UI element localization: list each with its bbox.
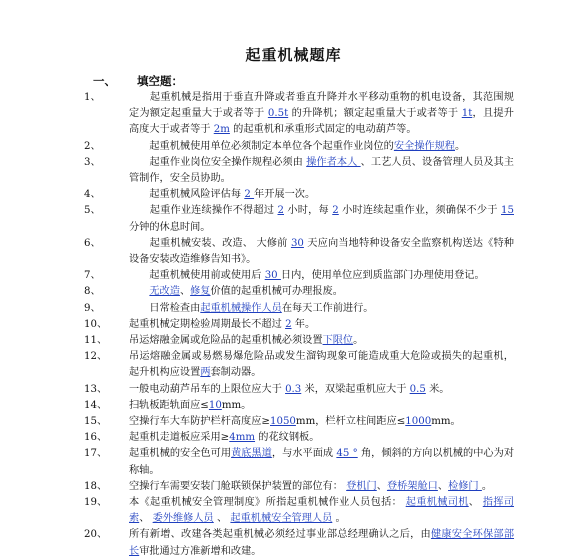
question-text-segment: 起重机械风险评估每: [129, 189, 245, 201]
question-number: 4、: [84, 189, 101, 201]
question-item: [84, 90, 514, 139]
question-text-segment: 起重机械使用前或使用后: [129, 270, 265, 282]
question-text-segment: 起重机械定期检验周期最长不超过: [129, 318, 286, 330]
question-text-segment: 年。: [291, 318, 316, 330]
answer-blank: 1050: [269, 416, 296, 428]
question-number: 2、: [84, 140, 101, 152]
question-text-segment: 分钟的休息时间。: [129, 221, 211, 233]
question-item: [84, 479, 514, 495]
question-text: [129, 90, 514, 139]
question-text-segment: 、工艺人员、设备管理人员及其主管制作，安全员协助。: [129, 156, 514, 185]
question-text-segment: 。: [332, 513, 346, 525]
question-text-segment: 本《起重机械安全管理制度》所指起重机械作业人员包括：: [129, 497, 406, 509]
answer-blank: 两: [200, 367, 211, 379]
question-number: 11、: [84, 335, 108, 347]
question-text: [129, 268, 514, 284]
question-text-segment: 、: [437, 480, 449, 492]
answer-blank: 操作者本人: [306, 156, 361, 168]
answer-blank: 2: [332, 205, 339, 217]
question-text-segment: 吊运熔融金属或易燃易爆危险品或发生溜钩现象可能造成重大危险或损失的起重机，起升机构应设置: [129, 351, 514, 379]
answer-blank: 检修门: [448, 480, 482, 492]
question-number: 16、: [84, 432, 108, 444]
question-item: [84, 430, 514, 446]
answer-blank: 30: [264, 270, 281, 282]
question-text-segment: 小时，每: [283, 205, 333, 217]
question-number: 15、: [84, 416, 108, 428]
answer-blank: 2m: [213, 124, 230, 136]
question-text-segment: 的花纹钢板。: [255, 432, 320, 444]
question-text-segment: 。: [455, 140, 466, 152]
question-text: [129, 349, 514, 381]
question-text: [129, 479, 514, 495]
question-text-segment: 角，倾斜的方向以机械的中心为对称轴。: [129, 448, 515, 476]
answer-blank: 安全操作规程: [393, 140, 455, 152]
answer-blank: 1t: [461, 108, 473, 120]
question-text-segment: 一般电动葫芦吊车的上限位应大于: [129, 383, 286, 395]
question-text: [129, 284, 514, 300]
answer-blank: 10: [208, 399, 222, 411]
question-text-segment: 米，双梁起重机应大于: [301, 383, 410, 395]
answer-blank: 无改造: [149, 286, 180, 298]
question-text-segment: 、: [139, 513, 153, 525]
question-number: 9、: [84, 302, 101, 314]
question-text-segment: 吊运熔融金属或危险品的起重机械必须设置: [129, 335, 323, 347]
question-item: [84, 349, 514, 381]
question-text: [129, 301, 514, 317]
answer-blank: 2: [285, 318, 292, 330]
answer-blank: 45 °: [336, 448, 358, 460]
question-item: [84, 139, 514, 155]
question-text-segment: 价值的起重机械可办理报废。: [210, 286, 343, 298]
question-text-segment: 起重作业岗位安全操作规程必须由: [129, 156, 307, 168]
question-text-segment: 起重作业连续操作不得超过: [129, 205, 278, 217]
question-text-segment: 日常检查由: [129, 302, 201, 314]
question-number: 7、: [84, 270, 101, 282]
question-text-segment: 。: [353, 335, 364, 347]
question-text-segment: 扫轨板距轨面应≤: [129, 399, 209, 411]
section-heading: [93, 73, 183, 89]
question-item: [84, 527, 514, 559]
question-item: [84, 236, 514, 268]
question-number: 13、: [84, 383, 108, 395]
question-text-segment: ，与水平面成: [271, 448, 337, 460]
answer-blank: 修复: [190, 286, 211, 298]
answer-blank: 30: [290, 237, 304, 249]
question-number: 18、: [84, 480, 108, 492]
question-list: [84, 90, 514, 560]
question-text-segment: 天应向当地特种设备安全监察机构送达《特种设备安装改造维修告知书》。: [129, 237, 514, 266]
question-text: [129, 382, 514, 398]
question-item: [84, 187, 514, 203]
question-item: [84, 446, 514, 478]
question-text-segment: mm。: [431, 416, 461, 428]
question-text: [129, 203, 514, 235]
question-text-segment: mm。: [221, 399, 252, 411]
question-text-segment: 空操行车大车防护栏杆高度应≥: [129, 416, 270, 428]
section-label: 填空题：: [137, 74, 184, 88]
question-text-segment: 的起重机和承重形式固定的电动葫芦等。: [229, 124, 417, 136]
question-text: [129, 527, 514, 559]
question-item: [84, 333, 514, 349]
question-number: 20、: [84, 529, 108, 541]
question-text-segment: 起重机走道板应采用≥: [129, 432, 230, 444]
answer-blank: 1000: [405, 416, 432, 428]
question-text-segment: 空操行车需要安装门舱联锁保护装置的部位有：: [129, 480, 347, 492]
question-text-segment: 套制动器。: [210, 367, 262, 379]
answer-blank: 指挥司索: [129, 497, 514, 525]
answer-blank: 0.5: [409, 383, 426, 395]
question-item: [84, 268, 514, 284]
question-item: [84, 317, 514, 333]
question-number: 14、: [84, 399, 108, 411]
section-number: 一、: [93, 74, 116, 88]
question-text-segment: 、: [468, 497, 483, 509]
question-number: 1、: [84, 92, 101, 103]
question-text: [129, 187, 514, 203]
question-number: 10、: [84, 318, 108, 330]
question-text: [129, 495, 514, 527]
question-item: [84, 414, 514, 430]
question-text: [129, 333, 514, 349]
question-item: [84, 155, 514, 187]
answer-blank: 下限位: [322, 335, 354, 347]
question-text-segment: 、: [376, 480, 387, 492]
question-text: [129, 430, 514, 446]
question-text-segment: 小时连续起重作业，须确保不少于: [338, 205, 502, 217]
question-text: [129, 398, 514, 414]
question-text-segment: 的升降机；额定起重量大于或者等于: [288, 108, 462, 120]
question-text-segment: 审批通过方准新增和改建。: [139, 545, 262, 557]
answer-blank: 起重机械操作人员: [200, 302, 282, 314]
answer-blank: 2: [277, 205, 284, 217]
question-text-segment: 所有新增、改建各类起重机械必须经过事业部总经理确认之后，由: [129, 529, 431, 541]
question-item: [84, 284, 514, 300]
question-text-segment: [129, 286, 149, 297]
document-title: 起重机械题库: [245, 46, 342, 64]
question-text-segment: 、: [179, 286, 191, 298]
answer-blank: 起重机械司机: [405, 497, 469, 509]
question-item: [84, 382, 514, 398]
answer-blank: 2: [244, 189, 255, 201]
question-text-segment: 日内，使用单位应到质监部门办理使用登记。: [280, 270, 485, 282]
answer-blank: 健康安全环保部部长: [129, 529, 515, 557]
question-number: 8、: [84, 286, 101, 298]
question-item: [84, 301, 514, 317]
answer-blank: 4mm: [229, 432, 256, 444]
answer-blank: 15: [501, 205, 514, 217]
answer-blank: 登机门: [346, 480, 377, 492]
question-number: 6、: [84, 237, 101, 249]
question-text-segment: 。: [481, 480, 493, 492]
answer-blank: 0.3: [285, 383, 302, 395]
question-item: [84, 495, 514, 527]
question-number: 17、: [84, 448, 108, 460]
answer-blank: 起重机械安全管理人员: [230, 513, 333, 525]
question-text-segment: 起重机械安装、改造、 大修前: [129, 237, 291, 249]
question-text-segment: 起重机械使用单位必须制定本单位各个起重作业岗位的: [129, 140, 394, 152]
question-text-segment: 米。: [425, 383, 450, 395]
question-item: [84, 203, 514, 235]
question-text: [129, 446, 514, 478]
question-text-segment: ，且提升高度大于或者等于: [129, 108, 514, 136]
question-text: [129, 236, 514, 268]
question-number: 19、: [84, 497, 108, 509]
question-text-segment: 在每天工作前进行。: [281, 302, 374, 314]
question-text: [129, 317, 514, 333]
answer-blank: 黄底黑道: [231, 448, 272, 460]
question-text-segment: 起重机械是指用于垂直升降或者垂直升降并水平移动重物的机电设备，其范围规定为额定起重量大于或者等于: [129, 92, 514, 120]
question-text-segment: 起重机械的安全色可用: [129, 448, 232, 460]
question-text: [129, 414, 514, 430]
question-number: 12、: [84, 351, 108, 363]
question-item: [84, 398, 514, 414]
question-text-segment: 、: [213, 513, 231, 525]
question-number: 3、: [84, 156, 101, 168]
question-number: 5、: [84, 205, 101, 217]
question-text: [129, 139, 514, 155]
answer-blank: 0.5t: [267, 108, 289, 120]
question-text: [129, 155, 514, 187]
answer-blank: 委外维修人员: [152, 513, 214, 525]
answer-blank: 登桥架舱口: [386, 480, 438, 492]
question-text-segment: mm，栏杆立柱间距应≤: [295, 416, 406, 428]
question-text-segment: 年开展一次。: [254, 189, 316, 201]
